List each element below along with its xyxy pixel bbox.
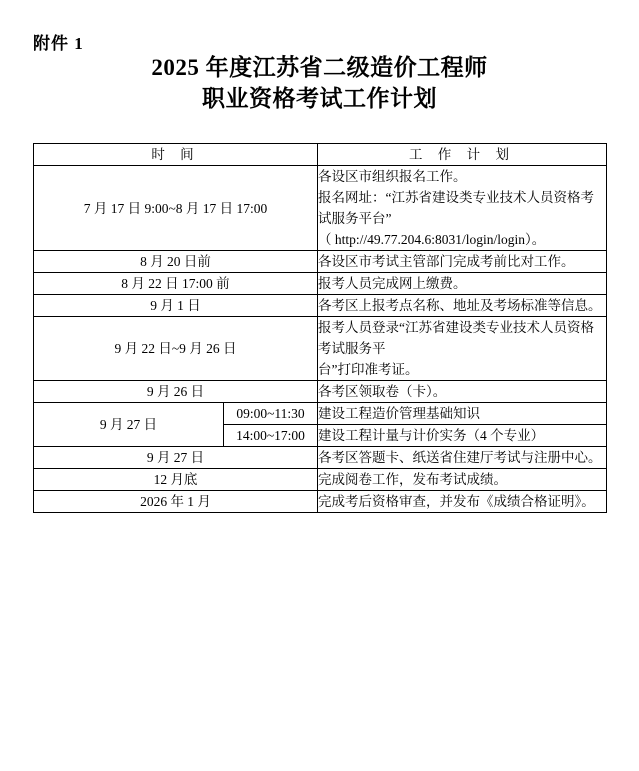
row-time: 8 月 22 日 17:00 前 — [34, 273, 318, 295]
plan-line: 报考人员登录“江苏省建设类专业技术人员资格考试服务平 — [318, 320, 594, 356]
plan-line: 各考区领取卷（卡）。 — [318, 384, 447, 399]
row-plan — [318, 273, 607, 295]
plan-line: 各设区市组织报名工作。 — [318, 169, 467, 184]
table-row — [34, 403, 607, 425]
row-plan — [318, 469, 607, 491]
row-session-time: 09:00~11:30 — [224, 403, 318, 425]
table-header-row — [34, 144, 607, 166]
table-row — [34, 295, 607, 317]
row-time: 9 月 1 日 — [34, 295, 318, 317]
plan-line: 报考人员完成网上缴费。 — [318, 276, 467, 291]
row-time: 9 月 27 日 — [34, 403, 224, 447]
plan-line: 台”打印准考证。 — [318, 362, 419, 377]
table-row — [34, 469, 607, 491]
attachment-label: 附件 1 — [33, 34, 84, 53]
row-time: 9 月 22 日~9 月 26 日 — [34, 317, 318, 381]
table-row — [34, 166, 607, 251]
table-row — [34, 317, 607, 381]
work-plan-table — [33, 143, 607, 513]
header-time: 时 间 — [34, 144, 318, 166]
title-line-1: 2025 年度江苏省二级造价工程师 — [151, 55, 488, 80]
row-time: 12 月底 — [34, 469, 318, 491]
table-row — [34, 447, 607, 469]
plan-line: 完成阅卷工作，发布考试成绩。 — [318, 472, 507, 487]
row-plan — [318, 403, 607, 425]
plan-line: 完成考后资格审查，并发布《成绩合格证明》。 — [318, 494, 595, 509]
table-row — [34, 251, 607, 273]
table-row — [34, 273, 607, 295]
plan-line: 各考区答题卡、纸送省住建厅考试与注册中心。 — [318, 450, 602, 465]
page-title — [0, 52, 639, 114]
plan-line: （ http://49.77.204.6:8031/login/login）。 — [318, 232, 546, 247]
row-plan — [318, 447, 607, 469]
table-row — [34, 491, 607, 513]
row-time: 8 月 20 日前 — [34, 251, 318, 273]
row-plan — [318, 251, 607, 273]
row-time: 9 月 26 日 — [34, 381, 318, 403]
row-plan — [318, 166, 607, 251]
row-plan — [318, 381, 607, 403]
row-plan — [318, 425, 607, 447]
table-row — [34, 381, 607, 403]
plan-line: 各设区市考试主管部门完成考前比对工作。 — [318, 254, 575, 269]
row-time: 7 月 17 日 9:00~8 月 17 日 17:00 — [34, 166, 318, 251]
header-plan: 工 作 计 划 — [318, 144, 607, 166]
title-line-2: 职业资格考试工作计划 — [202, 86, 437, 111]
plan-line: 建设工程计量与计价实务（4 个专业） — [318, 428, 545, 443]
plan-line: 报名网址：“江苏省建设类专业技术人员资格考试服务平台” — [318, 190, 594, 226]
row-plan — [318, 317, 607, 381]
row-time: 9 月 27 日 — [34, 447, 318, 469]
row-plan — [318, 491, 607, 513]
plan-line: 建设工程造价管理基础知识 — [318, 406, 480, 421]
row-time: 2026 年 1 月 — [34, 491, 318, 513]
row-session-time: 14:00~17:00 — [224, 425, 318, 447]
plan-line: 各考区上报考点名称、地址及考场标准等信息。 — [318, 298, 602, 313]
row-plan — [318, 295, 607, 317]
